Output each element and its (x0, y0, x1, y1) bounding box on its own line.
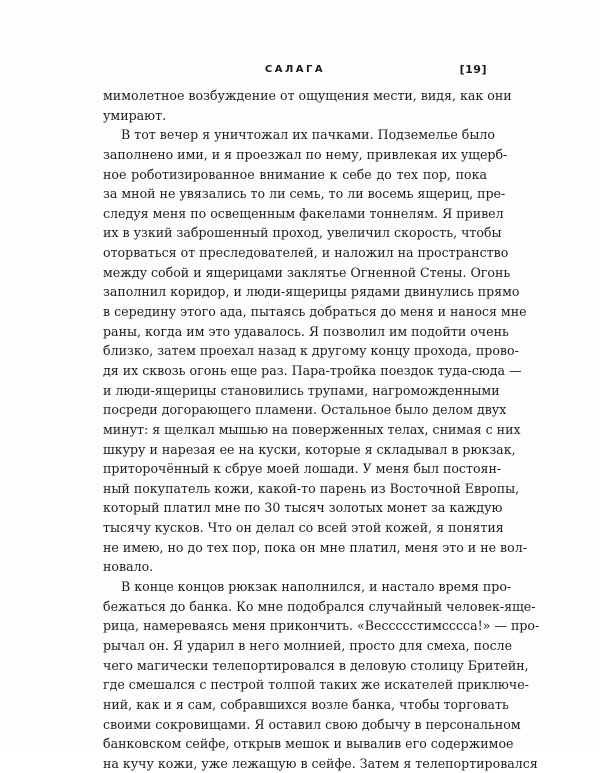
text-line: за мной не увязались то ли семь, то ли восемь ящериц, пре- (103, 186, 506, 202)
text-line: минут: я щелкал мышью на поверженных телах, снимая с них (103, 421, 521, 437)
text-line: дя их сквозь огонь еще раз. Пара-тройка поездок туда-сюда — (103, 362, 522, 378)
page-number: [19] (459, 63, 487, 76)
text-line: который платил мне по 30 тысяч золотых монет за каждую (103, 500, 503, 516)
text-line: ний, как и я сам, собравшихся возле банка, чтобы торговать (103, 696, 509, 712)
text-line: умирают. (103, 107, 167, 123)
text-line: не имею, но до тех пор, пока он мне платил, меня это и не вол- (103, 539, 527, 555)
paragraph (103, 125, 527, 577)
text-line: следуя меня по освещенным факелами тоннелям. Я привел (103, 205, 504, 221)
text-line: чего магически телепортировался в деловую столицу Бритейн, (103, 657, 529, 673)
text-line: рычал он. Я ударил в него молнией, просто для смеха, после (103, 637, 513, 653)
text-line: В конце концов рюкзак наполнился, и настало время про- (121, 579, 512, 595)
text-line: в середину этого ада, пытаясь добраться до меня и нанося мне (103, 304, 527, 320)
text-line: В тот вечер я уничтожал их пачками. Подземелье было (121, 127, 495, 143)
text-line: тысячу кусков. Что он делал со всей этой кожей, я понятия (103, 520, 504, 536)
running-head: САЛАГА (264, 64, 326, 75)
text-line: посреди догорающего пламени. Остальное было делом двух (103, 402, 507, 418)
text-line: заполнил коридор, и люди-ящерицы рядами двинулись прямо (103, 284, 520, 300)
text-line: заполнено ими, и я проезжал по нему, привлекая их ущерб- (103, 146, 508, 162)
text-line: банковском сейфе, открыв мешок и вывалив его содержимое (103, 736, 514, 752)
text-line: приторочённый к сбруе моей лошади. У меня был постоян- (103, 461, 502, 477)
text-line: раны, когда им это удавалось. Я позволил им подойти очень (103, 323, 509, 339)
text-line: ное роботизированное внимание к себе до тех пор, пока (103, 166, 487, 182)
paragraph (103, 577, 540, 773)
text-line: рица, намереваясь меня прикончить. «Вессссстимсссса!» — про- (103, 618, 540, 634)
text-line: где смешался с пестрой толпой таких же искателей приключе- (103, 677, 529, 693)
text-line: их в узкий заброшенный проход, увеличил скорость, чтобы (103, 225, 502, 241)
text-line: мимолетное возбуждение от ощущения мести, видя, как они (103, 88, 512, 103)
text-line: бежаться до банка. Ко мне подобрался случайный человек-яще- (103, 598, 536, 614)
text-line: близко, затем проехал назад к другому концу прохода, прово- (103, 343, 519, 359)
text-line: между собой и ящерицами заклятье Огненной Стены. Огонь (103, 264, 511, 280)
text-line: на кучу кожи, уже лежащую в сейфе. Затем я телепортировался (103, 755, 538, 771)
text-line: ный покупатель кожи, какой-то парень из Восточной Европы, (103, 480, 520, 496)
text-line: и люди-ящерицы становились трупами, нагроможденными (103, 382, 500, 398)
page-header (103, 64, 487, 80)
text-line: оторваться от преследователей, и наложил на пространство (103, 245, 509, 261)
text-line: новало. (103, 559, 154, 575)
body-text (103, 86, 540, 773)
text-line: шкуру и нарезая ее на куски, которые я складывал в рюкзак, (103, 441, 516, 457)
text-line: своими сокровищами. Я оставил свою добычу в персональном (103, 716, 521, 732)
paragraph (103, 86, 512, 125)
